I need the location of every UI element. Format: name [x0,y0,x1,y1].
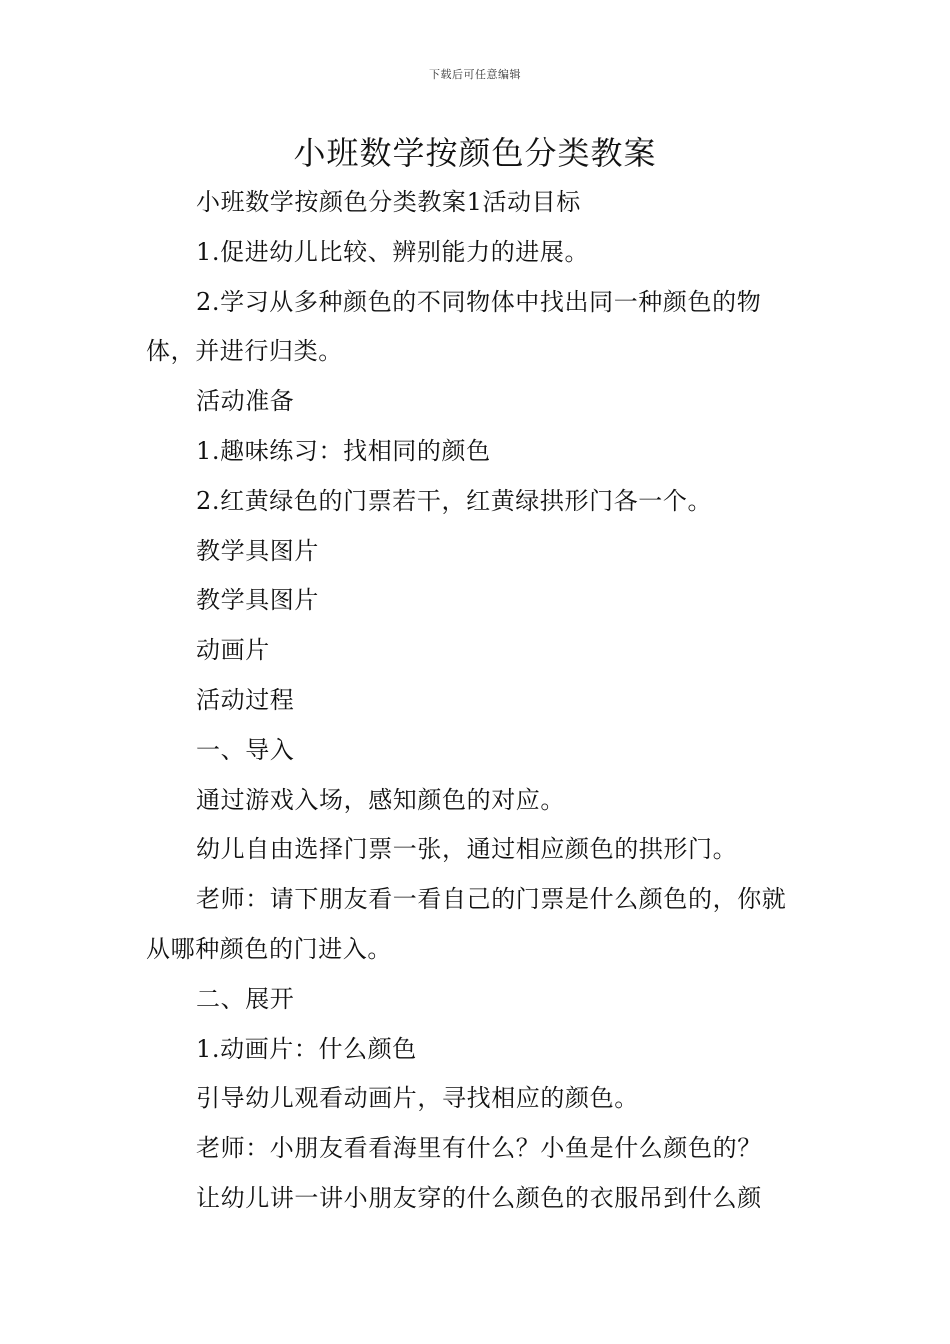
paragraph: 活动过程 [196,685,295,714]
paragraph: 活动准备 [196,387,295,416]
paragraph: 1.趣味练习：找相同的颜色 [196,436,491,465]
paragraph: 通过游戏入场，感知颜色的对应。 [196,785,565,814]
paragraph: 教学具图片 [196,586,319,615]
paragraph: 幼儿自由选择门票一张，通过相应颜色的拱形门。 [196,835,738,864]
paragraph: 老师：请下朋友看一看自己的门票是什么颜色的，你就从哪种颜色的门进入。 [146,885,787,963]
paragraph: 2.红黄绿色的门票若干，红黄绿拱形门各一个。 [196,486,713,515]
paragraph: 动画片 [196,636,270,665]
paragraph: 引导幼儿观看动画片，寻找相应的颜色。 [196,1084,639,1113]
paragraph: 小班数学按颜色分类教案1活动目标 [196,188,581,216]
document-title: 小班数学按颜色分类教案 [293,134,657,172]
paragraph: 让幼儿讲一讲小朋友穿的什么颜色的衣服吊到什么颜 [196,1183,762,1212]
paragraph: 1.动画片：什么颜色 [196,1034,417,1063]
paragraph: 老师：小朋友看看海里有什么？小鱼是什么颜色的？ [196,1134,762,1163]
document-body [146,178,810,1224]
paragraph: 一、导入 [196,735,295,764]
header-note: 下载后可任意编辑 [429,68,521,81]
paragraph: 2.学习从多种颜色的不同物体中找出同一种颜色的物体，并进行归类。 [146,287,762,366]
paragraph: 1.促进幼儿比较、辨别能力的进展。 [196,237,590,266]
paragraph: 二、展开 [196,984,295,1013]
paragraph: 教学具图片 [196,536,319,565]
